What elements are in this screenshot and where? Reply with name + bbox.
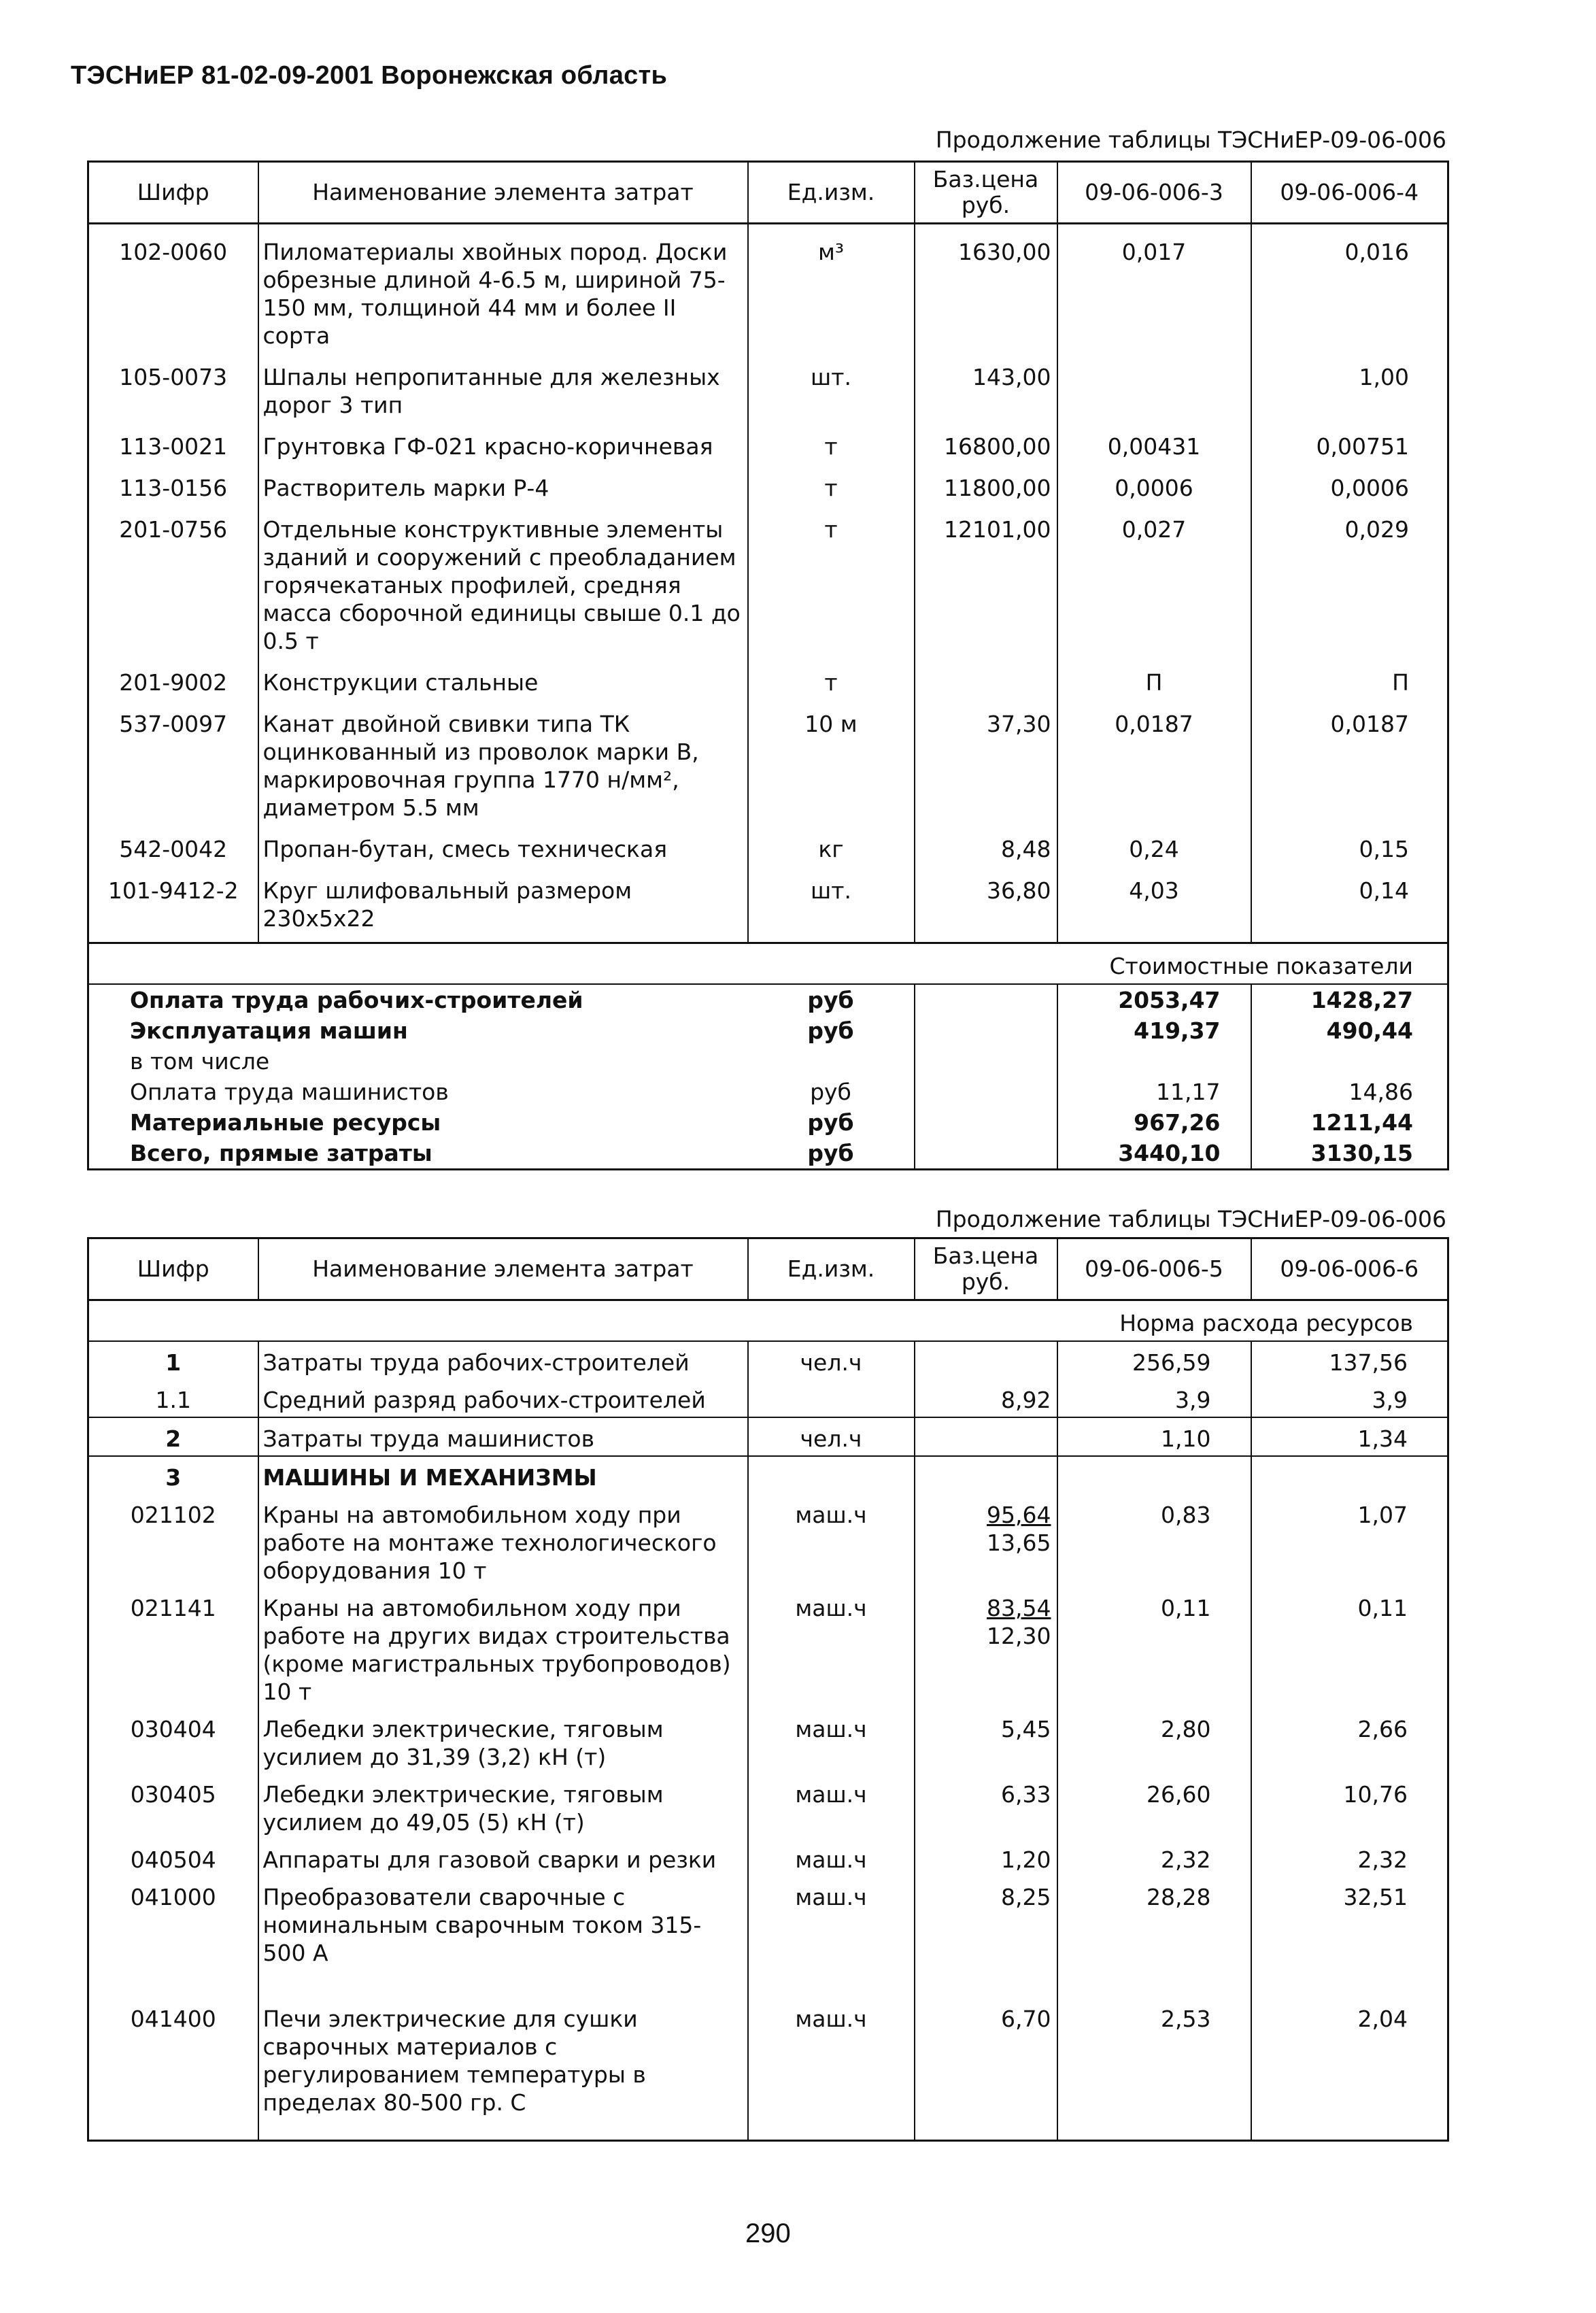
table-row xyxy=(88,419,1448,460)
column-header-name: Наименование элемента затрат xyxy=(258,162,748,224)
row-unit: маш.ч xyxy=(795,1781,867,1808)
cost-label: Оплата труда рабочих-строителей xyxy=(130,987,583,1013)
page-number: 290 xyxy=(745,2218,791,2248)
row-price: 8,92 xyxy=(915,1379,1057,1417)
section-header-row xyxy=(88,943,1448,985)
section-label-costs: Стоимостные показатели xyxy=(88,943,1448,985)
row-code: 201-0756 xyxy=(119,516,228,543)
row-name: Затраты труда машинистов xyxy=(258,1417,748,1456)
row-price-labor: 13,65 xyxy=(987,1530,1051,1556)
row-value-6: 10,76 xyxy=(1343,1781,1408,1808)
row-value-3 xyxy=(1057,350,1251,419)
row-value-5: 1,10 xyxy=(1057,1417,1251,1456)
row-price: 36,80 xyxy=(915,863,1057,943)
cost-unit xyxy=(748,1046,915,1077)
cost-label: Материальные ресурсы xyxy=(130,1109,441,1136)
row-name: Краны на автомобильном ходу при работе на монтаже технологического оборудования 10 т xyxy=(258,1494,748,1587)
row-unit: маш.ч xyxy=(795,1502,867,1528)
row-name: Лебедки электрические, тяговым усилием до 31,39 (3,2) кН (т) xyxy=(258,1708,748,1774)
row-name: Отдельные конструктивные элементы зданий и сооружений с преобладанием горячекатаных профилей, средняя масса сборочной единицы свыше 0.1 до 0.5 т xyxy=(258,502,748,655)
row-code: 1 xyxy=(165,1349,182,1376)
row-name: Пиломатериалы хвойных пород. Доски обрезные длиной 4-6.5 м, шириной 75-150 мм, толщиной 44 мм и более II сорта xyxy=(258,224,748,350)
row-price: 11800,00 xyxy=(915,460,1057,502)
cost-price-empty xyxy=(915,1107,1057,1138)
resources-table xyxy=(87,1237,1449,2142)
column-header-unit: Ед.изм. xyxy=(748,1238,915,1300)
table-row xyxy=(88,350,1448,419)
row-value-5: 2,53 xyxy=(1057,1998,1251,2141)
row-value-6: 32,51 xyxy=(1343,1884,1408,1910)
row-code: 537-0097 xyxy=(119,711,228,737)
column-header-variant-3: 09-06-006-3 xyxy=(1057,162,1251,224)
cost-label: в том числе xyxy=(130,1048,270,1075)
row-code: 201-9002 xyxy=(119,669,228,696)
cost-unit: руб xyxy=(807,1109,854,1136)
row-code: 101-9412-2 xyxy=(107,877,239,904)
row-value-4: 0,029 xyxy=(1344,516,1409,543)
table-row xyxy=(88,822,1448,863)
table-row xyxy=(88,1998,1448,2141)
row-name: Растворитель марки Р-4 xyxy=(258,460,748,502)
row-price: 8,25 xyxy=(915,1876,1057,1998)
row-value-5: 256,59 xyxy=(1057,1341,1251,1379)
row-price: 12101,00 xyxy=(915,502,1057,655)
cost-row xyxy=(88,1015,1448,1046)
column-header-unit: Ед.изм. xyxy=(748,162,915,224)
table-row xyxy=(88,1379,1448,1417)
row-unit: т xyxy=(824,475,838,501)
section-header-row xyxy=(88,1300,1448,1342)
row-price: 143,00 xyxy=(915,350,1057,419)
row-price: 8,48 xyxy=(915,822,1057,863)
document-title: ТЭСНиЕР 81-02-09-2001 Воронежская область xyxy=(71,61,668,90)
column-header-code: Шифр xyxy=(88,1238,258,1300)
row-unit: чел.ч xyxy=(800,1349,862,1376)
table-row xyxy=(88,224,1448,350)
table-row xyxy=(88,1341,1448,1379)
row-value-6: 2,32 xyxy=(1357,1846,1408,1873)
cost-value-4: 3130,15 xyxy=(1310,1140,1413,1166)
cost-price-empty xyxy=(915,1138,1057,1170)
cost-value-3: 11,17 xyxy=(1057,1077,1251,1107)
row-value-3: 4,03 xyxy=(1057,863,1251,943)
row-value-6 xyxy=(1251,1456,1448,1494)
row-name: Лебедки электрические, тяговым усилием до 49,05 (5) кН (т) xyxy=(258,1774,748,1839)
cost-row xyxy=(88,1046,1448,1077)
row-value-5 xyxy=(1057,1456,1251,1494)
row-unit: маш.ч xyxy=(795,1884,867,1910)
row-code: 542-0042 xyxy=(119,836,228,862)
cost-value-3: 967,26 xyxy=(1057,1107,1251,1138)
row-name: Грунтовка ГФ-021 красно-коричневая xyxy=(258,419,748,460)
row-unit: м³ xyxy=(817,239,845,265)
row-value-5: 2,32 xyxy=(1057,1839,1251,1876)
row-name: Средний разряд рабочих-строителей xyxy=(258,1379,748,1417)
row-value-4: 0,15 xyxy=(1359,836,1409,862)
row-unit: маш.ч xyxy=(795,2006,867,2032)
column-header-variant-6: 09-06-006-6 xyxy=(1251,1238,1448,1300)
row-value-4: 0,0187 xyxy=(1330,711,1409,737)
row-code: 105-0073 xyxy=(119,364,228,390)
row-price-base: 83,54 xyxy=(987,1595,1051,1621)
row-unit: т xyxy=(824,433,838,460)
row-price xyxy=(915,1341,1057,1379)
table-1-caption: Продолжение таблицы ТЭСНиЕР-09-06-006 xyxy=(935,126,1446,153)
row-price xyxy=(915,1417,1057,1456)
cost-price-empty xyxy=(915,984,1057,1015)
row-value-3: 0,24 xyxy=(1057,822,1251,863)
row-price xyxy=(915,1587,1057,1708)
row-unit xyxy=(748,1456,915,1494)
table-row xyxy=(88,1456,1448,1494)
table-row xyxy=(88,1876,1448,1998)
cost-label: Всего, прямые затраты xyxy=(130,1140,432,1166)
row-value-4: 0,0006 xyxy=(1330,475,1409,501)
row-value-6: 1,07 xyxy=(1357,1502,1408,1528)
section-label-norms: Норма расхода ресурсов xyxy=(88,1300,1448,1342)
cost-value-4: 490,44 xyxy=(1326,1017,1413,1044)
row-value-6: 3,9 xyxy=(1372,1387,1408,1413)
row-unit: шт. xyxy=(811,364,851,390)
cost-row xyxy=(88,1138,1448,1170)
row-price: 37,30 xyxy=(915,696,1057,822)
column-header-price: Баз.цена руб. xyxy=(915,1238,1057,1300)
cost-value-4: 14,86 xyxy=(1348,1079,1413,1105)
row-name: Круг шлифовальный размером 230x5x22 xyxy=(258,863,748,943)
row-value-6: 137,56 xyxy=(1329,1349,1408,1376)
cost-value-3: 2053,47 xyxy=(1057,984,1251,1015)
row-unit: 10 м xyxy=(804,711,858,737)
table-row xyxy=(88,1494,1448,1587)
table-row xyxy=(88,1708,1448,1774)
row-price xyxy=(915,655,1057,696)
cost-value-3: 3440,10 xyxy=(1057,1138,1251,1170)
row-value-6: 0,11 xyxy=(1357,1595,1408,1621)
cost-label: Оплата труда машинистов xyxy=(130,1079,449,1105)
row-price: 1630,00 xyxy=(915,224,1057,350)
row-value-5: 0,11 xyxy=(1057,1587,1251,1708)
cost-label: Эксплуатация машин xyxy=(130,1017,408,1044)
row-name: Преобразователи сварочные с номинальным сварочным током 315-500 А xyxy=(258,1876,748,1998)
cost-price-empty xyxy=(915,1015,1057,1046)
row-name: Затраты труда рабочих-строителей xyxy=(258,1341,748,1379)
row-value-5: 26,60 xyxy=(1057,1774,1251,1839)
row-value-5: 28,28 xyxy=(1057,1876,1251,1998)
row-unit: маш.ч xyxy=(795,1716,867,1742)
cost-unit: руб xyxy=(807,987,854,1013)
row-price xyxy=(915,1494,1057,1587)
row-value-3: 0,0006 xyxy=(1057,460,1251,502)
cost-row xyxy=(88,1107,1448,1138)
row-code: 1.1 xyxy=(155,1387,191,1413)
row-value-4: П xyxy=(1392,669,1409,696)
row-name: Конструкции стальные xyxy=(258,655,748,696)
row-name: Шпалы непропитанные для железных дорог 3 тип xyxy=(258,350,748,419)
row-value-3: П xyxy=(1057,655,1251,696)
row-code: 021102 xyxy=(130,1502,216,1528)
row-price xyxy=(915,1456,1057,1494)
table-row xyxy=(88,1774,1448,1839)
row-value-3: 0,017 xyxy=(1057,224,1251,350)
row-price-base: 95,64 xyxy=(987,1502,1051,1528)
row-value-5: 2,80 xyxy=(1057,1708,1251,1774)
row-value-4: 1,00 xyxy=(1359,364,1409,390)
row-value-6: 1,34 xyxy=(1251,1417,1448,1456)
row-unit: маш.ч xyxy=(795,1846,867,1873)
column-header-variant-5: 09-06-006-5 xyxy=(1057,1238,1251,1300)
row-code: 040504 xyxy=(130,1846,216,1873)
cost-unit: руб xyxy=(807,1140,854,1166)
cost-price-empty xyxy=(915,1046,1057,1077)
row-value-4: 0,016 xyxy=(1344,239,1409,265)
row-value-5: 3,9 xyxy=(1057,1379,1251,1417)
column-header-name: Наименование элемента затрат xyxy=(258,1238,748,1300)
row-value-4: 0,00751 xyxy=(1316,433,1409,460)
row-code: 021141 xyxy=(130,1595,216,1621)
column-header-code: Шифр xyxy=(88,162,258,224)
column-header-price: Баз.цена руб. xyxy=(915,162,1057,224)
cost-price-empty xyxy=(915,1077,1057,1107)
row-unit: т xyxy=(824,516,838,543)
table-row xyxy=(88,696,1448,822)
cost-value-4: 1428,27 xyxy=(1310,987,1413,1013)
row-value-3: 0,027 xyxy=(1057,502,1251,655)
row-price: 1,20 xyxy=(915,1839,1057,1876)
row-code: 030405 xyxy=(130,1781,216,1808)
cost-row xyxy=(88,1077,1448,1107)
row-price: 5,45 xyxy=(915,1708,1057,1774)
row-unit: т xyxy=(824,669,838,696)
row-code: 030404 xyxy=(130,1716,216,1742)
row-name: Канат двойной свивки типа ТК оцинкованный из проволок марки В, маркировочная группа 1770 н/мм², диаметром 5.5 мм xyxy=(258,696,748,822)
row-value-3: 0,00431 xyxy=(1057,419,1251,460)
table-row xyxy=(88,863,1448,943)
cost-row xyxy=(88,984,1448,1015)
table-2-caption: Продолжение таблицы ТЭСНиЕР-09-06-006 xyxy=(935,1206,1446,1232)
row-code: 3 xyxy=(88,1456,258,1494)
cost-unit: руб xyxy=(807,1017,854,1044)
table-row xyxy=(88,502,1448,655)
cost-value-4: 1211,44 xyxy=(1310,1109,1413,1136)
row-code: 041400 xyxy=(130,2006,216,2032)
row-name: Краны на автомобильном ходу при работе на других видах строительства (кроме магистральных трубопроводов) 10 т xyxy=(258,1587,748,1708)
row-unit: маш.ч xyxy=(795,1595,867,1621)
row-name: Печи электрические для сушки сварочных материалов с регулированием температуры в пределах 80-500 гр. С xyxy=(258,1998,748,2141)
row-price: 16800,00 xyxy=(915,419,1057,460)
cost-value-3: 419,37 xyxy=(1057,1015,1251,1046)
row-price-labor: 12,30 xyxy=(987,1623,1051,1649)
row-value-6: 2,66 xyxy=(1357,1716,1408,1742)
row-code: 102-0060 xyxy=(119,239,228,265)
row-unit: чел.ч xyxy=(748,1417,915,1456)
row-name: Аппараты для газовой сварки и резки xyxy=(258,1839,748,1876)
cost-unit: руб xyxy=(810,1079,851,1105)
table-row xyxy=(88,1417,1448,1456)
cost-value-4 xyxy=(1251,1046,1448,1077)
row-value-5: 0,83 xyxy=(1057,1494,1251,1587)
row-code: 041000 xyxy=(130,1884,216,1910)
materials-table xyxy=(87,161,1449,1170)
row-price: 6,70 xyxy=(915,1998,1057,2141)
row-unit xyxy=(748,1379,915,1417)
table-row xyxy=(88,1839,1448,1876)
row-name: МАШИНЫ И МЕХАНИЗМЫ xyxy=(258,1456,748,1494)
cost-value-3 xyxy=(1057,1046,1251,1077)
row-unit: шт. xyxy=(811,877,851,904)
table-row xyxy=(88,1587,1448,1708)
row-unit: кг xyxy=(818,836,844,862)
row-code: 113-0156 xyxy=(119,475,228,501)
row-value-6: 2,04 xyxy=(1357,2006,1408,2032)
row-value-3: 0,0187 xyxy=(1057,696,1251,822)
row-code: 2 xyxy=(88,1417,258,1456)
row-code: 113-0021 xyxy=(119,433,228,460)
row-name: Пропан-бутан, смесь техническая xyxy=(258,822,748,863)
row-price: 6,33 xyxy=(915,1774,1057,1839)
table-row xyxy=(88,460,1448,502)
table-row xyxy=(88,655,1448,696)
row-value-4: 0,14 xyxy=(1359,877,1409,904)
column-header-variant-4: 09-06-006-4 xyxy=(1251,162,1448,224)
